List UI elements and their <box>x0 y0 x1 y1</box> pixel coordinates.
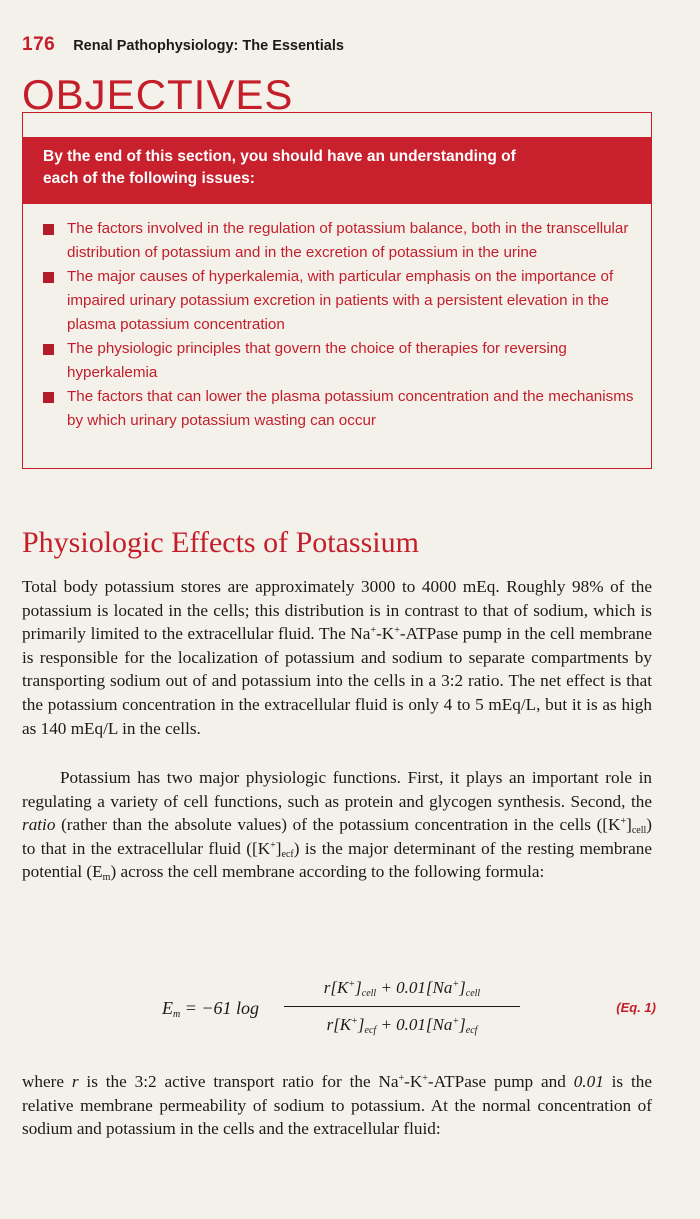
text-run: ] <box>275 838 282 858</box>
text-run: Total body potassium stores are approximately 3000 to 4000 mEq. Roughly 98% of the potassium is located in the cells; this distribution is in contrast to that of sodium, which is primarily limited to the extracellular fluid. The Na <box>22 577 652 644</box>
subscript: m <box>102 872 111 884</box>
math-text: ] <box>459 1015 466 1035</box>
text-run: ) to that in the extracellular fluid ([K <box>22 815 652 858</box>
section-heading: Physiologic Effects of Potassium <box>22 526 419 559</box>
subscript: cell <box>631 825 647 837</box>
text-run: where <box>22 1072 72 1091</box>
text-run: -K <box>404 1072 423 1091</box>
italic-term: 0.01 <box>573 1072 604 1091</box>
equation-label: (Eq. 1) <box>616 1000 656 1015</box>
text-run: (rather than the absolute values) of the potassium concentration in the cells ([K <box>55 815 621 835</box>
superscript: + <box>394 625 400 637</box>
objectives-banner <box>23 137 651 204</box>
superscript: + <box>422 1073 428 1084</box>
subscript: ecf <box>465 1025 478 1037</box>
page-number: 176 <box>22 34 56 55</box>
text-run: -ATPase pump in the cell membrane is responsible for the localization of potassium and sodium to separate compartments by transporting sodium out of and potassium into the cells in a 3:2 ratio. The net effect is that the potassium concentration in the extracellular fluid is only 4 to 5 mEq/L, but it is as high as 140 mEq/L in the cells. <box>22 624 653 738</box>
equation-1 <box>150 970 656 1056</box>
math-text: ] <box>357 1015 365 1035</box>
superscript: + <box>620 816 627 828</box>
objectives-banner-line: each of the following issues: <box>43 170 255 187</box>
italic-term: ratio <box>22 815 56 835</box>
subscript: cell <box>465 988 481 999</box>
square-bullet-icon <box>43 392 54 403</box>
objective-item <box>41 217 637 265</box>
superscript: + <box>452 979 460 990</box>
subscript: cell <box>361 988 377 999</box>
objective-item <box>41 337 637 385</box>
objective-text: The major causes of hyperkalemia, with particular emphasis on the importance of impaired urinary potassium excretion in patients with a persistent elevation in the plasma potassium concentration <box>67 268 614 333</box>
objectives-box <box>22 112 652 469</box>
book-title: Renal Pathophysiology: The Essentials <box>73 38 344 54</box>
text-run: ) across the cell membrane according to the following formula: <box>110 862 545 882</box>
objective-text: The factors that can lower the plasma potassium concentration and the mechanisms by which urinary potassium wasting can occur <box>67 388 634 429</box>
math-text: + 0.01[Na <box>376 978 453 997</box>
running-head <box>22 34 344 56</box>
math-text: ] <box>355 978 362 997</box>
square-bullet-icon <box>43 224 54 235</box>
italic-term: r <box>71 1072 79 1091</box>
paragraph-2 <box>22 766 652 884</box>
subscript: m <box>173 1009 181 1020</box>
objective-text: The physiologic principles that govern the choice of therapies for reversing hyperkalemia <box>67 340 567 381</box>
paragraph-1 <box>22 575 652 740</box>
square-bullet-icon <box>43 344 54 355</box>
math-text: + 0.01[Na <box>376 1015 453 1035</box>
math-text: ] <box>459 978 466 997</box>
text-run: -ATPase pump and <box>427 1072 574 1091</box>
equation-fraction <box>284 970 520 1043</box>
superscript: + <box>270 839 276 851</box>
math-text: r[K <box>326 1015 352 1035</box>
text-run: is the relative membrane permeability of sodium to potassium. At the normal concentration of sodium and potassium in the cells and the extracellular fluid: <box>22 1072 652 1139</box>
superscript: + <box>370 625 377 637</box>
equation-denominator <box>284 1007 520 1043</box>
text-run: ) is the major determinant of the resting membrane potential (E <box>22 838 652 882</box>
math-text: = −61 log <box>180 998 260 1018</box>
equation-lhs <box>162 998 259 1019</box>
objectives-banner-line: By the end of this section, you should have an understanding of <box>43 148 516 165</box>
math-symbol: E <box>162 998 173 1018</box>
superscript: + <box>398 1073 405 1084</box>
superscript: + <box>351 1016 358 1028</box>
text-run: is the 3:2 active transport ratio for the Na <box>78 1072 399 1091</box>
text-run: Potassium has two major physiologic functions. First, it plays an important role in regulating a variety of cell functions, such as protein and glycogen synthesis. Second, the <box>22 768 652 811</box>
superscript: + <box>452 1016 460 1028</box>
subscript: ecf <box>364 1025 377 1037</box>
text-run: ] <box>626 815 632 835</box>
subscript: ecf <box>281 848 294 860</box>
paragraph-3 <box>22 1070 652 1141</box>
equation-numerator <box>284 970 520 1006</box>
square-bullet-icon <box>43 272 54 283</box>
objective-item <box>41 385 637 433</box>
objectives-list <box>41 217 637 433</box>
superscript: + <box>348 979 356 990</box>
objective-text: The factors involved in the regulation of potassium balance, both in the transcellular distribution of potassium and in the excretion of potassium in the urine <box>67 220 629 261</box>
math-text: r[K <box>323 978 349 997</box>
text-run: -K <box>376 624 395 644</box>
objectives-heading: OBJECTIVES <box>22 71 294 118</box>
objective-item <box>41 265 637 337</box>
